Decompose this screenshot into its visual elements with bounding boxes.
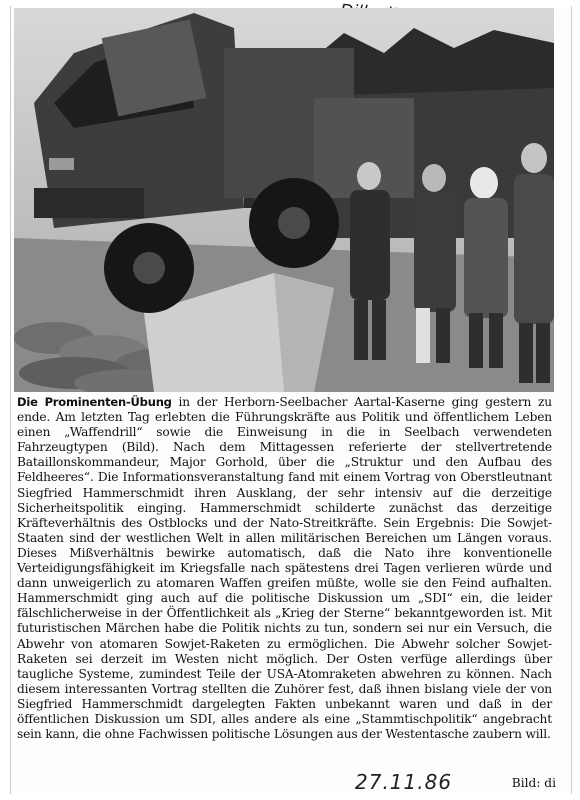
photo-truck-scene [14, 8, 554, 392]
article-lead: Die Prominenten-Übung [17, 395, 172, 409]
article-text [17, 395, 552, 742]
article-photo [14, 8, 554, 392]
handwritten-date: 27.11.86 [355, 770, 453, 794]
photo-credit: Bild: di [511, 776, 556, 790]
article-body: in der Herborn-Seelbacher Aartal-Kaserne ging gestern zu ende. Am letzten Tag erlebten die Führungskräfte aus Politik und öffentlichem Leben einen „Waffendrill“ sowie die Einweisung in die in Seelbach verwendeten Fahrzeugtypen (Bild). Nach dem Mittagessen referierte der stellvertretende Bataillonskommandeur, Major Gorhold, über die „Struktur und den Aufbau des Feldheeres“. Die Informationsveranstaltung fand mit einem Vortrag von Oberstleutnant Siegfried Hammerschmidt ihren Ausklang, der sehr intensiv auf die derzeitige Sicherheitspolitik einging. Hammerschmidt schilderte zunächst das derzeitige Kräfteverhältnis des Ostblocks und der Nato-Streitkräfte. Sein Ergebnis: Die Sowjet-Staaten sind der westlichen Welt in allen militärischen Bereichen um Längen voraus. Dieses Mißverhältnis bewirke automatisch, daß die Nato ihre konventionelle Verteidigungsfähigkeit im Kriegsfalle nach spätestens drei Tagen verlieren würde und dann unweigerlich zu atomaren Waffen greifen müßte, wolle sie den Feind aufhalten. Hammerschmidt ging auch auf die politische Diskussion um „SDI“ ein, die leider fälschlicherweise in der Öffentlichkeit als „Krieg der Sterne“ bekanntgeworden ist. Mit futuristischen Märchen habe die Politik nichts zu tun, sondern sei nur ein Versuch, die Abwehr von atomaren Sowjet-Raketen zu ermöglichen. Die Abwehr solcher Sowjet-Raketen sei derzeit im Westen nicht möglich. Der Osten verfüge allerdings über taugliche Systeme, zumindest Teile der USA-Atomraketen abwehren zu können. Nach diesem interessanten Vortrag stellten die Zuhörer fest, daß ihnen bislang viele der von Siegfried Hammerschmidt dargelegten Fakten unbekannt waren und daß in der öffentlichen Diskussion um SDI, alles andere als eine „Stammtischpolitik“ angebracht sein kann, die ohne Fachwissen politische Lösungen aus der Westentasche zaubern will. [17, 395, 552, 742]
